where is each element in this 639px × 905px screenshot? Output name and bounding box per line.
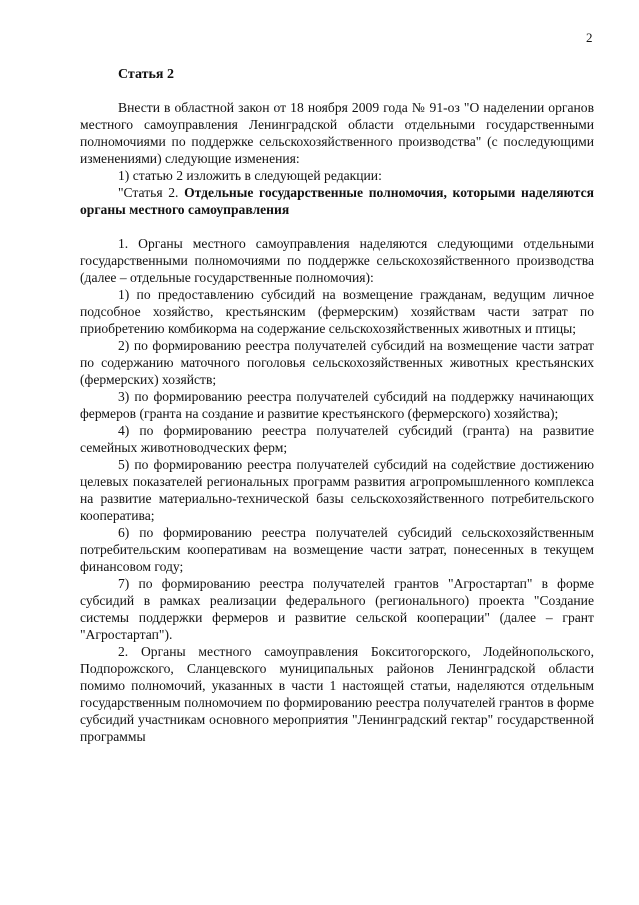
paragraph-power-2: 2) по формированию реестра получателей субсидий на возмещение части затрат по содержанию маточного поголовья сельскохозяйственных животных крестьянских (фермерских) хозяйств; [80,338,594,387]
page-number: 2 [586,30,593,45]
paragraph-power-4: 4) по формированию реестра получателей субсидий (гранта) на развитие семейных животноводческих ферм; [80,423,594,455]
paragraph-power-3: 3) по формированию реестра получателей субсидий на поддержку начинающих фермеров (гранта на создание и развитие крестьянского (фермерского) хозяйства); [80,389,594,421]
paragraph-part-1: 1. Органы местного самоуправления наделяются следующими отдельными государственными полномочиями по поддержке сельскохозяйственного производства (далее – отдельные государственные полномочия): [80,236,594,285]
new-article-heading [80,184,594,218]
paragraph-power-7: 7) по формированию реестра получателей грантов "Агростартап" в форме субсидий в рамках реализации федерального (регионального) проекта "Создание системы поддержки фермеров и развитие сельской кооперации" (далее – грант "Агростартап"). [80,576,594,642]
paragraph-power-1: 1) по предоставлению субсидий на возмещение гражданам, ведущим личное подсобное хозяйство, крестьянским (фермерским) хозяйствам части затрат по приобретению комбикорма на содержание сельскохозяйственных животных и птицы; [80,287,594,336]
paragraph-item-1: 1) статью 2 изложить в следующей редакции: [118,168,382,183]
article-title: Статья 2 [118,67,174,82]
document-body [80,99,594,745]
paragraph-power-5: 5) по формированию реестра получателей субсидий на содействие достижению целевых показателей региональных программ развития агропромышленного комплекса на развитие материально-технической базы сельскохозяйственного потребительского кооператива; [80,457,594,523]
paragraph-intro: Внести в областной закон от 18 ноября 2009 года № 91-оз "О наделении органов местного самоуправления Ленинградской области отдельными государственными полномочиями по поддержке сельскохозяйственного производства" (с последующими изменениями) следующие изменения: [80,100,594,166]
new-article-title: Отдельные государственные полномочия, которыми наделяются органы местного самоуправления [80,185,594,217]
paragraph-part-2: 2. Органы местного самоуправления Бокситогорского, Лодейнопольского, Подпорожского, Сланцевского муниципальных районов Ленинградской области помимо полномочий, указанных в части 1 настоящей статьи, наделяются отдельным государственным полномочием по формированию реестра получателей грантов в форме субсидий участникам основного мероприятия "Ленинградский гектар" государственной программы [80,644,594,744]
new-article-prefix: "Статья 2. [118,185,185,200]
paragraph-power-6: 6) по формированию реестра получателей субсидий сельскохозяйственным потребительским кооперативам на возмещение части затрат, понесенных в текущем финансовом году; [80,525,594,574]
